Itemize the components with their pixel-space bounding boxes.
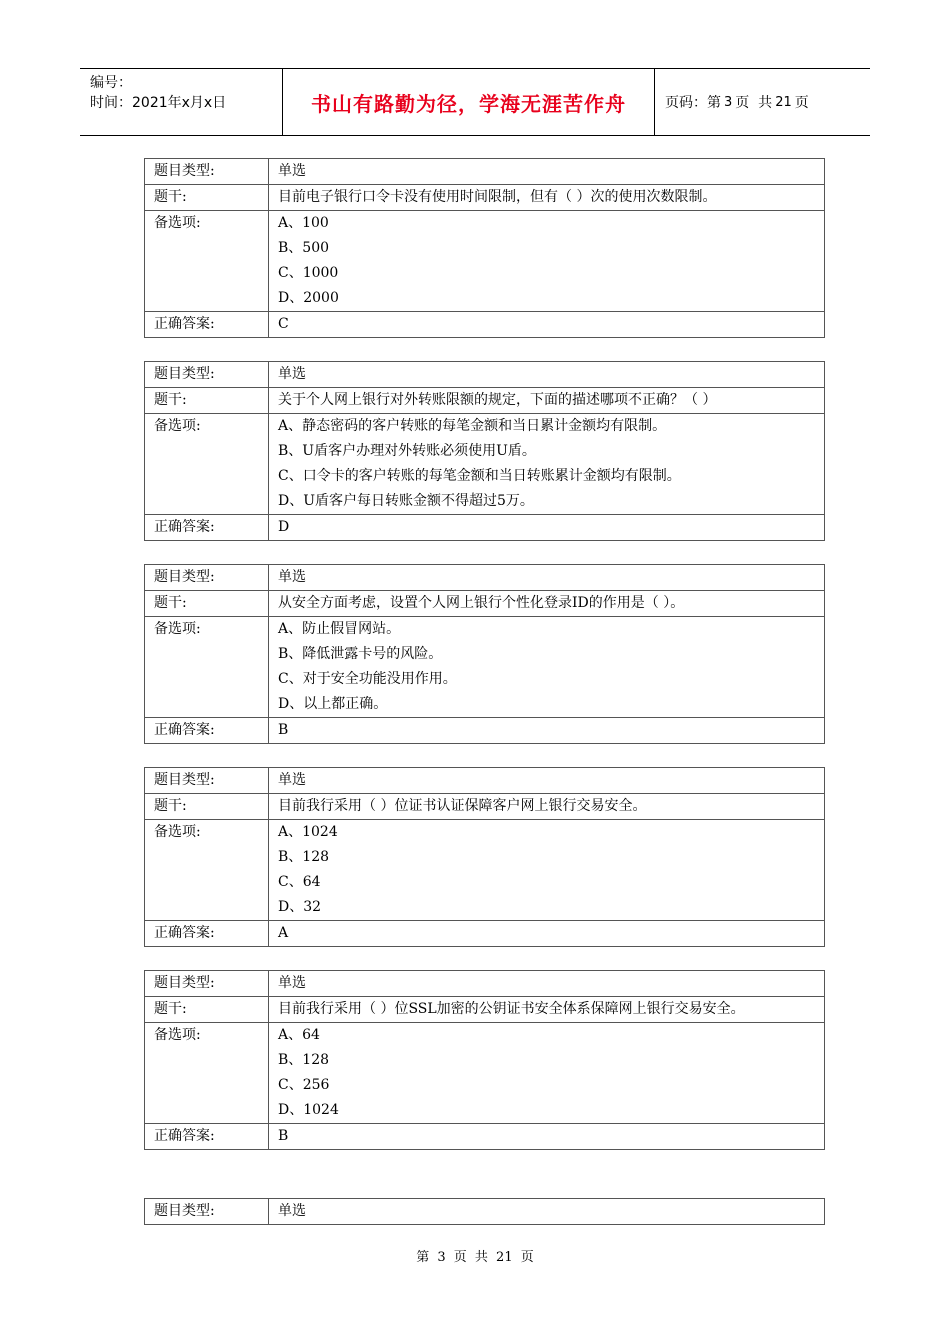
stem-value: 目前电子银行口令卡没有使用时间限制，但有（ ）次的使用次数限制。 xyxy=(269,185,825,211)
stem-row xyxy=(145,794,825,820)
type-value: 单选 xyxy=(269,1199,825,1225)
options-list xyxy=(269,617,825,718)
page-header xyxy=(80,68,870,136)
option-item: A、防止假冒网站。 xyxy=(278,621,401,637)
stem-label: 题干: xyxy=(145,388,269,414)
page-footer: 第 3 页 共 21 页 xyxy=(416,1250,534,1265)
page-suffix: 页 xyxy=(794,95,809,111)
option-item: A、1024 xyxy=(278,824,338,840)
question-table xyxy=(144,970,825,1150)
type-row xyxy=(145,971,825,997)
options-label: 备选项: xyxy=(145,1023,269,1124)
stem-value: 关于个人网上银行对外转账限额的规定，下面的描述哪项不正确？（ ） xyxy=(269,388,825,414)
option-item: B、U盾客户办理对外转账必须使用U盾。 xyxy=(278,443,536,459)
answer-row xyxy=(145,1124,825,1150)
stem-label: 题干: xyxy=(145,185,269,211)
page-mid: 页 共 xyxy=(735,95,773,111)
page-total: 21 xyxy=(775,94,792,110)
page-prefix: 页码：第 xyxy=(665,95,721,111)
type-row xyxy=(145,1199,825,1225)
options-list xyxy=(269,1023,825,1124)
stem-row xyxy=(145,185,825,211)
answer-label: 正确答案: xyxy=(145,312,269,338)
type-row xyxy=(145,362,825,388)
stem-value: 目前我行采用（ ）位SSL加密的公钥证书安全体系保障网上银行交易安全。 xyxy=(269,997,825,1023)
type-value: 单选 xyxy=(269,159,825,185)
option-item: A、64 xyxy=(278,1027,320,1043)
type-label: 题目类型: xyxy=(145,971,269,997)
stem-label: 题干: xyxy=(145,794,269,820)
answer-label: 正确答案: xyxy=(145,718,269,744)
option-item: D、1024 xyxy=(278,1102,339,1118)
question-table xyxy=(144,361,825,541)
options-row xyxy=(145,1023,825,1124)
option-item: D、以上都正确。 xyxy=(278,696,388,712)
header-page-info xyxy=(655,69,870,135)
option-item: C、1000 xyxy=(278,265,339,281)
answer-value: D xyxy=(269,515,825,541)
option-item: C、口令卡的客户转账的每笔金额和当日转账累计金额均有限制。 xyxy=(278,468,681,484)
option-item: A、100 xyxy=(278,215,329,231)
options-label: 备选项: xyxy=(145,414,269,515)
answer-value: A xyxy=(269,921,825,947)
answer-row xyxy=(145,515,825,541)
option-item: B、降低泄露卡号的风险。 xyxy=(278,646,443,662)
options-list xyxy=(269,414,825,515)
options-row xyxy=(145,211,825,312)
answer-row xyxy=(145,921,825,947)
option-item: A、静态密码的客户转账的每笔金额和当日累计金额均有限制。 xyxy=(278,418,667,434)
stem-label: 题干: xyxy=(145,591,269,617)
type-value: 单选 xyxy=(269,362,825,388)
options-label: 备选项: xyxy=(145,211,269,312)
header-meta xyxy=(80,69,282,135)
stem-label: 题干: xyxy=(145,997,269,1023)
option-item: C、256 xyxy=(278,1077,330,1093)
option-item: C、对于安全功能没用作用。 xyxy=(278,671,457,687)
answer-label: 正确答案: xyxy=(145,921,269,947)
type-row xyxy=(145,768,825,794)
answer-value: B xyxy=(269,1124,825,1150)
answer-label: 正确答案: xyxy=(145,515,269,541)
options-label: 备选项: xyxy=(145,617,269,718)
stem-row xyxy=(145,388,825,414)
option-item: D、32 xyxy=(278,899,322,915)
options-list xyxy=(269,211,825,312)
answer-row xyxy=(145,312,825,338)
option-item: C、64 xyxy=(278,874,321,890)
question-table xyxy=(144,1198,825,1225)
type-value: 单选 xyxy=(269,565,825,591)
type-label: 题目类型: xyxy=(145,159,269,185)
question-table xyxy=(144,767,825,947)
type-row xyxy=(145,159,825,185)
stem-value: 目前我行采用（ ）位证书认证保障客户网上银行交易安全。 xyxy=(269,794,825,820)
option-item: B、128 xyxy=(278,1052,330,1068)
page-current: 3 xyxy=(724,94,733,110)
options-row xyxy=(145,820,825,921)
option-item: B、128 xyxy=(278,849,330,865)
stem-value: 从安全方面考虑，设置个人网上银行个性化登录ID的作用是（ ）。 xyxy=(269,591,825,617)
options-label: 备选项: xyxy=(145,820,269,921)
type-value: 单选 xyxy=(269,971,825,997)
answer-row xyxy=(145,718,825,744)
answer-label: 正确答案: xyxy=(145,1124,269,1150)
type-label: 题目类型: xyxy=(145,565,269,591)
option-item: B、500 xyxy=(278,240,330,256)
options-row xyxy=(145,414,825,515)
option-item: D、U盾客户每日转账金额不得超过5万。 xyxy=(278,493,534,509)
type-value: 单选 xyxy=(269,768,825,794)
type-label: 题目类型: xyxy=(145,768,269,794)
answer-value: C xyxy=(269,312,825,338)
stem-row xyxy=(145,997,825,1023)
stem-row xyxy=(145,591,825,617)
type-row xyxy=(145,565,825,591)
type-label: 题目类型: xyxy=(145,1199,269,1225)
doc-date: 时间：2021年x月x日 xyxy=(90,95,227,111)
question-table xyxy=(144,158,825,338)
options-list xyxy=(269,820,825,921)
option-item: D、2000 xyxy=(278,290,339,306)
options-row xyxy=(145,617,825,718)
doc-number-label: 编号： xyxy=(90,75,132,91)
answer-value: B xyxy=(269,718,825,744)
question-table xyxy=(144,564,825,744)
type-label: 题目类型: xyxy=(145,362,269,388)
header-motto: 书山有路勤为径，学海无涯苦作舟 xyxy=(282,69,655,135)
